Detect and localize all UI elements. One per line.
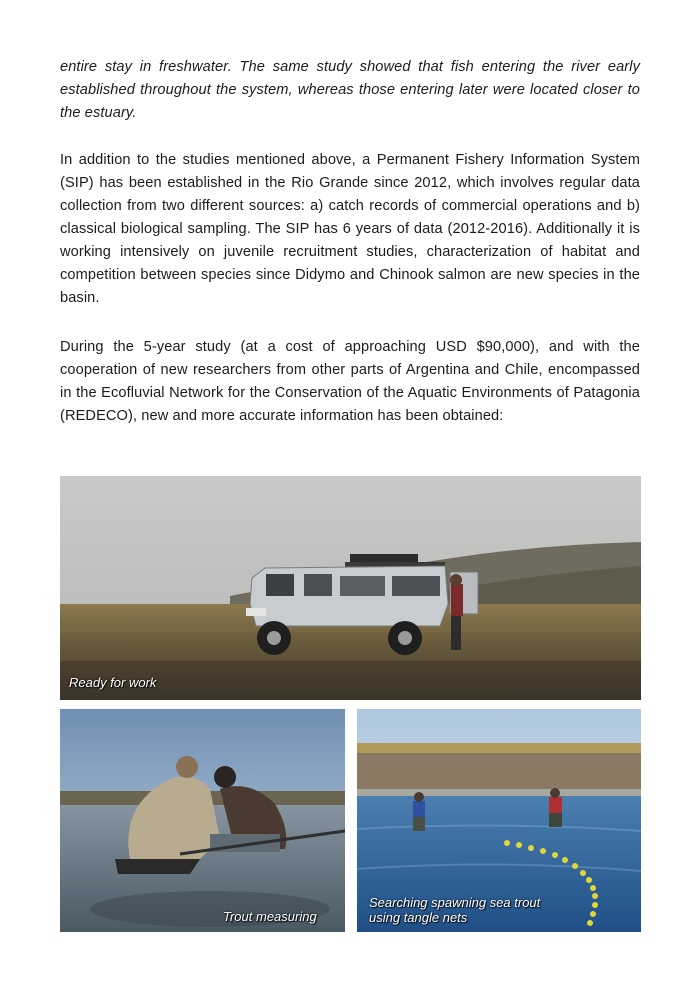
caption-trout-measuring: Trout measuring — [223, 909, 317, 924]
photo-tangle-nets — [357, 709, 641, 932]
landrover-scene-image — [60, 476, 641, 700]
photo-trout-measuring — [60, 709, 345, 932]
paragraph-sip: In addition to the studies mentioned above, a Permanent Fishery Information System (SIP) has been established in the Rio Grande since 2012, which involves regular data collection from two different sources: a) catch records of commercial operations and b) classical biological sampling. The SIP has 6 years of data (2012-2016). Additionally it is working intensively on juvenile recruitment studies, characterization of habitat and competition between species since Didymo and Chinook salmon are new species in the basin. — [60, 152, 640, 306]
photo-ready-for-work — [60, 476, 641, 700]
caption-ready-for-work: Ready for work — [69, 675, 157, 690]
trout-measuring-image — [60, 709, 345, 932]
paragraph-study: During the 5-year study (at a cost of approaching USD $90,000), and with the cooperation of new researchers from other parts of Argentina and Chile, encompassed in the Ecofluvial Network for the Conservation of the Aquatic Environments of Patagonia (REDECO), new and more accurate information has been obtained: — [60, 339, 640, 424]
caption-tangle-nets — [369, 895, 540, 925]
caption-tangle-nets-line2: using tangle nets — [369, 910, 468, 925]
paragraph-intro: entire stay in freshwater. The same study showed that fish entering the river early established throughout the system, whereas those entering later were located closer to the estuary. — [60, 59, 640, 121]
caption-tangle-nets-line1: Searching spawning sea trout — [369, 895, 541, 910]
